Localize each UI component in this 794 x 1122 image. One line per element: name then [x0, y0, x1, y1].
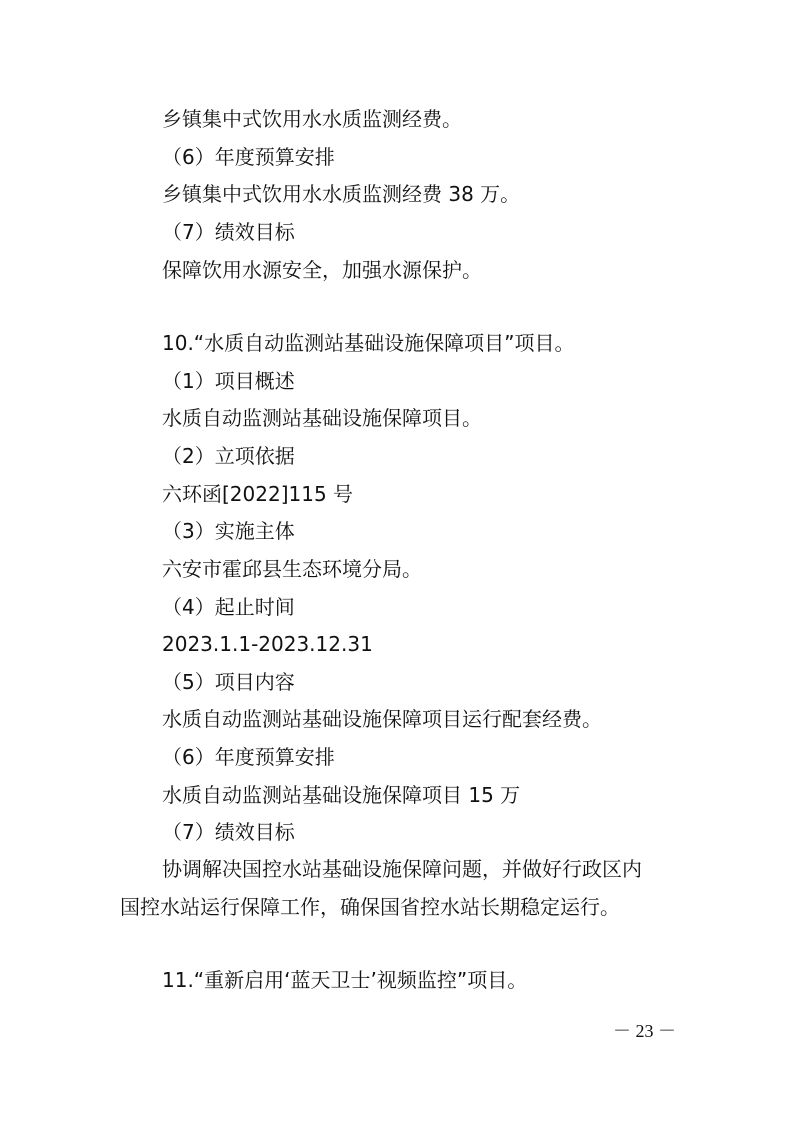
text-line: 乡镇集中式饮用水水质监测经费。: [162, 107, 462, 131]
section-heading: （3）实施主体: [162, 519, 295, 543]
section-heading: （6）年度预算安排: [162, 145, 335, 169]
text-line: 2023.1.1-2023.12.31: [162, 632, 373, 656]
text-line: 保障饮用水源安全，加强水源保护。: [162, 258, 482, 282]
section-heading: （2）立项依据: [162, 444, 295, 468]
project-title: 11.“重新启用‘蓝天卫士’视频监控”项目。: [162, 968, 528, 992]
text-line: 乡镇集中式饮用水水质监测经费 38 万。: [162, 182, 521, 206]
text-line: 国控水站运行保障工作，确保国省控水站长期稳定运行。: [120, 895, 620, 919]
text-line: 水质自动监测站基础设施保障项目。: [162, 406, 482, 430]
text-line: 六环函[2022]115 号: [162, 482, 354, 506]
page-number: － 23 －: [613, 1021, 676, 1041]
section-heading: （5）项目内容: [162, 670, 295, 694]
section-heading: （4）起止时间: [162, 595, 295, 619]
section-heading: （1）项目概述: [162, 369, 295, 393]
section-heading: （6）年度预算安排: [162, 745, 335, 769]
project-title: 10.“水质自动监测站基础设施保障项目”项目。: [162, 331, 575, 355]
text-line: 水质自动监测站基础设施保障项目运行配套经费。: [162, 707, 602, 731]
section-heading: （7）绩效目标: [162, 220, 295, 244]
text-line: 水质自动监测站基础设施保障项目 15 万: [162, 783, 521, 807]
text-line: 协调解决国控水站基础设施保障问题，并做好行政区内: [162, 857, 642, 881]
text-line: 六安市霍邱县生态环境分局。: [162, 557, 422, 581]
section-heading: （7）绩效目标: [162, 820, 295, 844]
